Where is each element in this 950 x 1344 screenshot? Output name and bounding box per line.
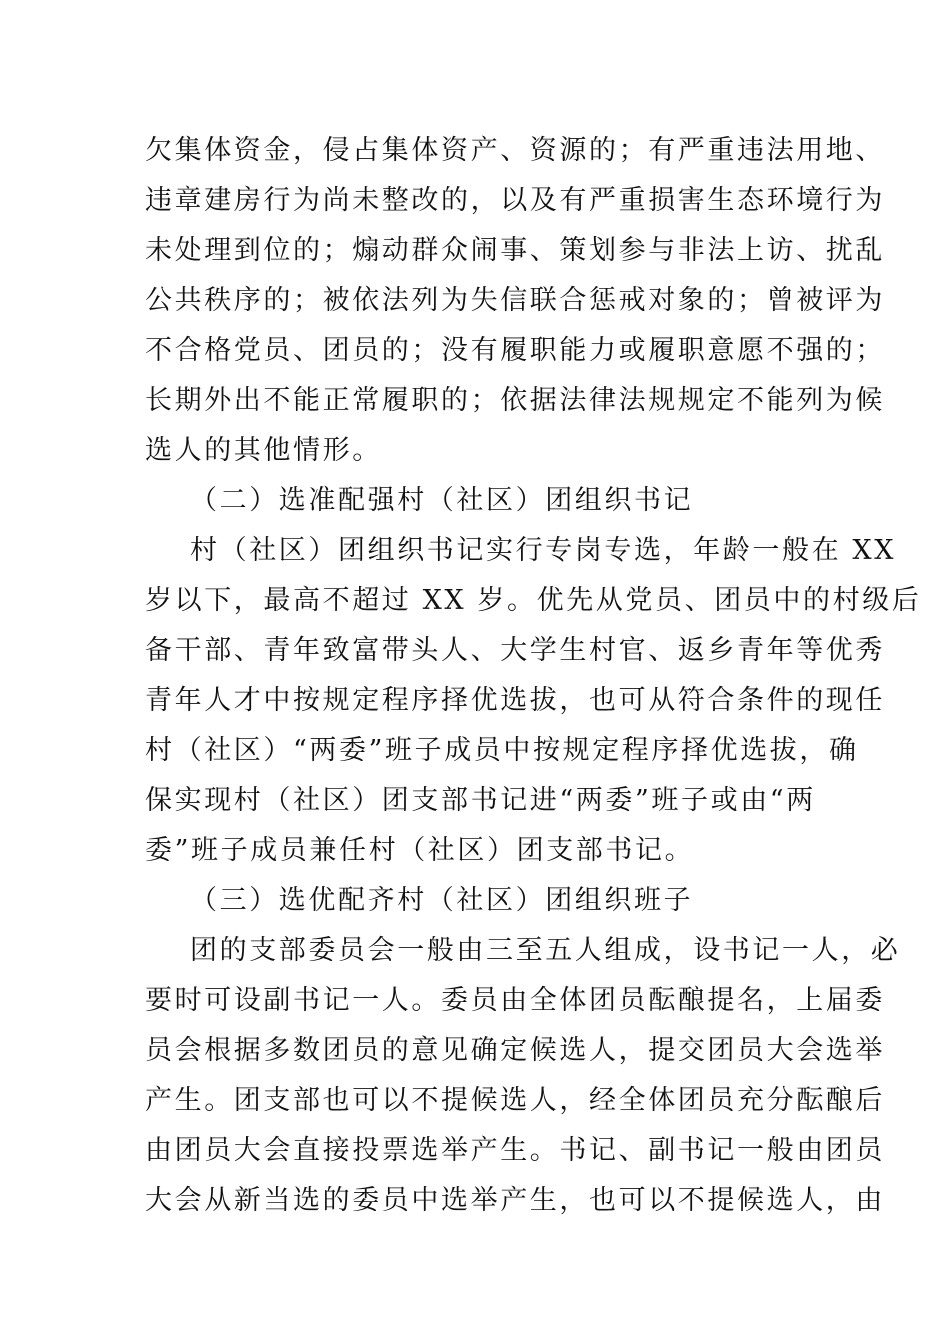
paragraph-line: 村（社区）“两委”班子成员中按规定程序择优选拔，确 [145,735,859,766]
paragraph-line: 委”班子成员兼任村（社区）团支部书记。 [145,835,695,866]
paragraph-line: 保实现村（社区）团支部书记进“两委”班子或由“两 [145,785,816,816]
section-heading: （三）选优配齐村（社区）团组织班子 [190,885,694,916]
section-heading: （二）选准配强村（社区）团组织书记 [190,485,694,516]
paragraph-line: 大会从新当选的委员中选举产生，也可以不提候选人，由 [145,1185,885,1216]
paragraph-line: 公共秩序的；被依法列为失信联合惩戒对象的；曾被评为 [145,285,885,316]
paragraph-line: 选人的其他情形。 [145,435,382,466]
paragraph-line: 欠集体资金，侵占集体资产、资源的；有严重违法用地、 [145,135,885,166]
paragraph-line: 产生。团支部也可以不提候选人，经全体团员充分酝酿后 [145,1085,885,1116]
paragraph-line: 员会根据多数团员的意见确定候选人，提交团员大会选举 [145,1035,885,1066]
paragraph-line: 不合格党员、团员的；没有履职能力或履职意愿不强的； [145,335,885,366]
paragraph-line: 备干部、青年致富带头人、大学生村官、返乡青年等优秀 [145,635,885,666]
paragraph-line: 团的支部委员会一般由三至五人组成，设书记一人，必 [190,935,901,966]
paragraph-line: 长期外出不能正常履职的；依据法律法规规定不能列为候 [145,385,885,416]
paragraph-line: 岁以下，最高不超过 XX 岁。优先从党员、团员中的村级后 [145,585,922,616]
paragraph-line: 村（社区）团组织书记实行专岗专选，年龄一般在 XX [190,535,897,566]
paragraph-line: 要时可设副书记一人。委员由全体团员酝酿提名，上届委 [145,985,885,1016]
paragraph-line: 青年人才中按规定程序择优选拔，也可从符合条件的现任 [145,685,885,716]
paragraph-line: 未处理到位的；煽动群众闹事、策划参与非法上访、扰乱 [145,235,885,266]
paragraph-line: 违章建房行为尚未整改的，以及有严重损害生态环境行为 [145,185,885,216]
paragraph-line: 由团员大会直接投票选举产生。书记、副书记一般由团员 [145,1135,885,1166]
